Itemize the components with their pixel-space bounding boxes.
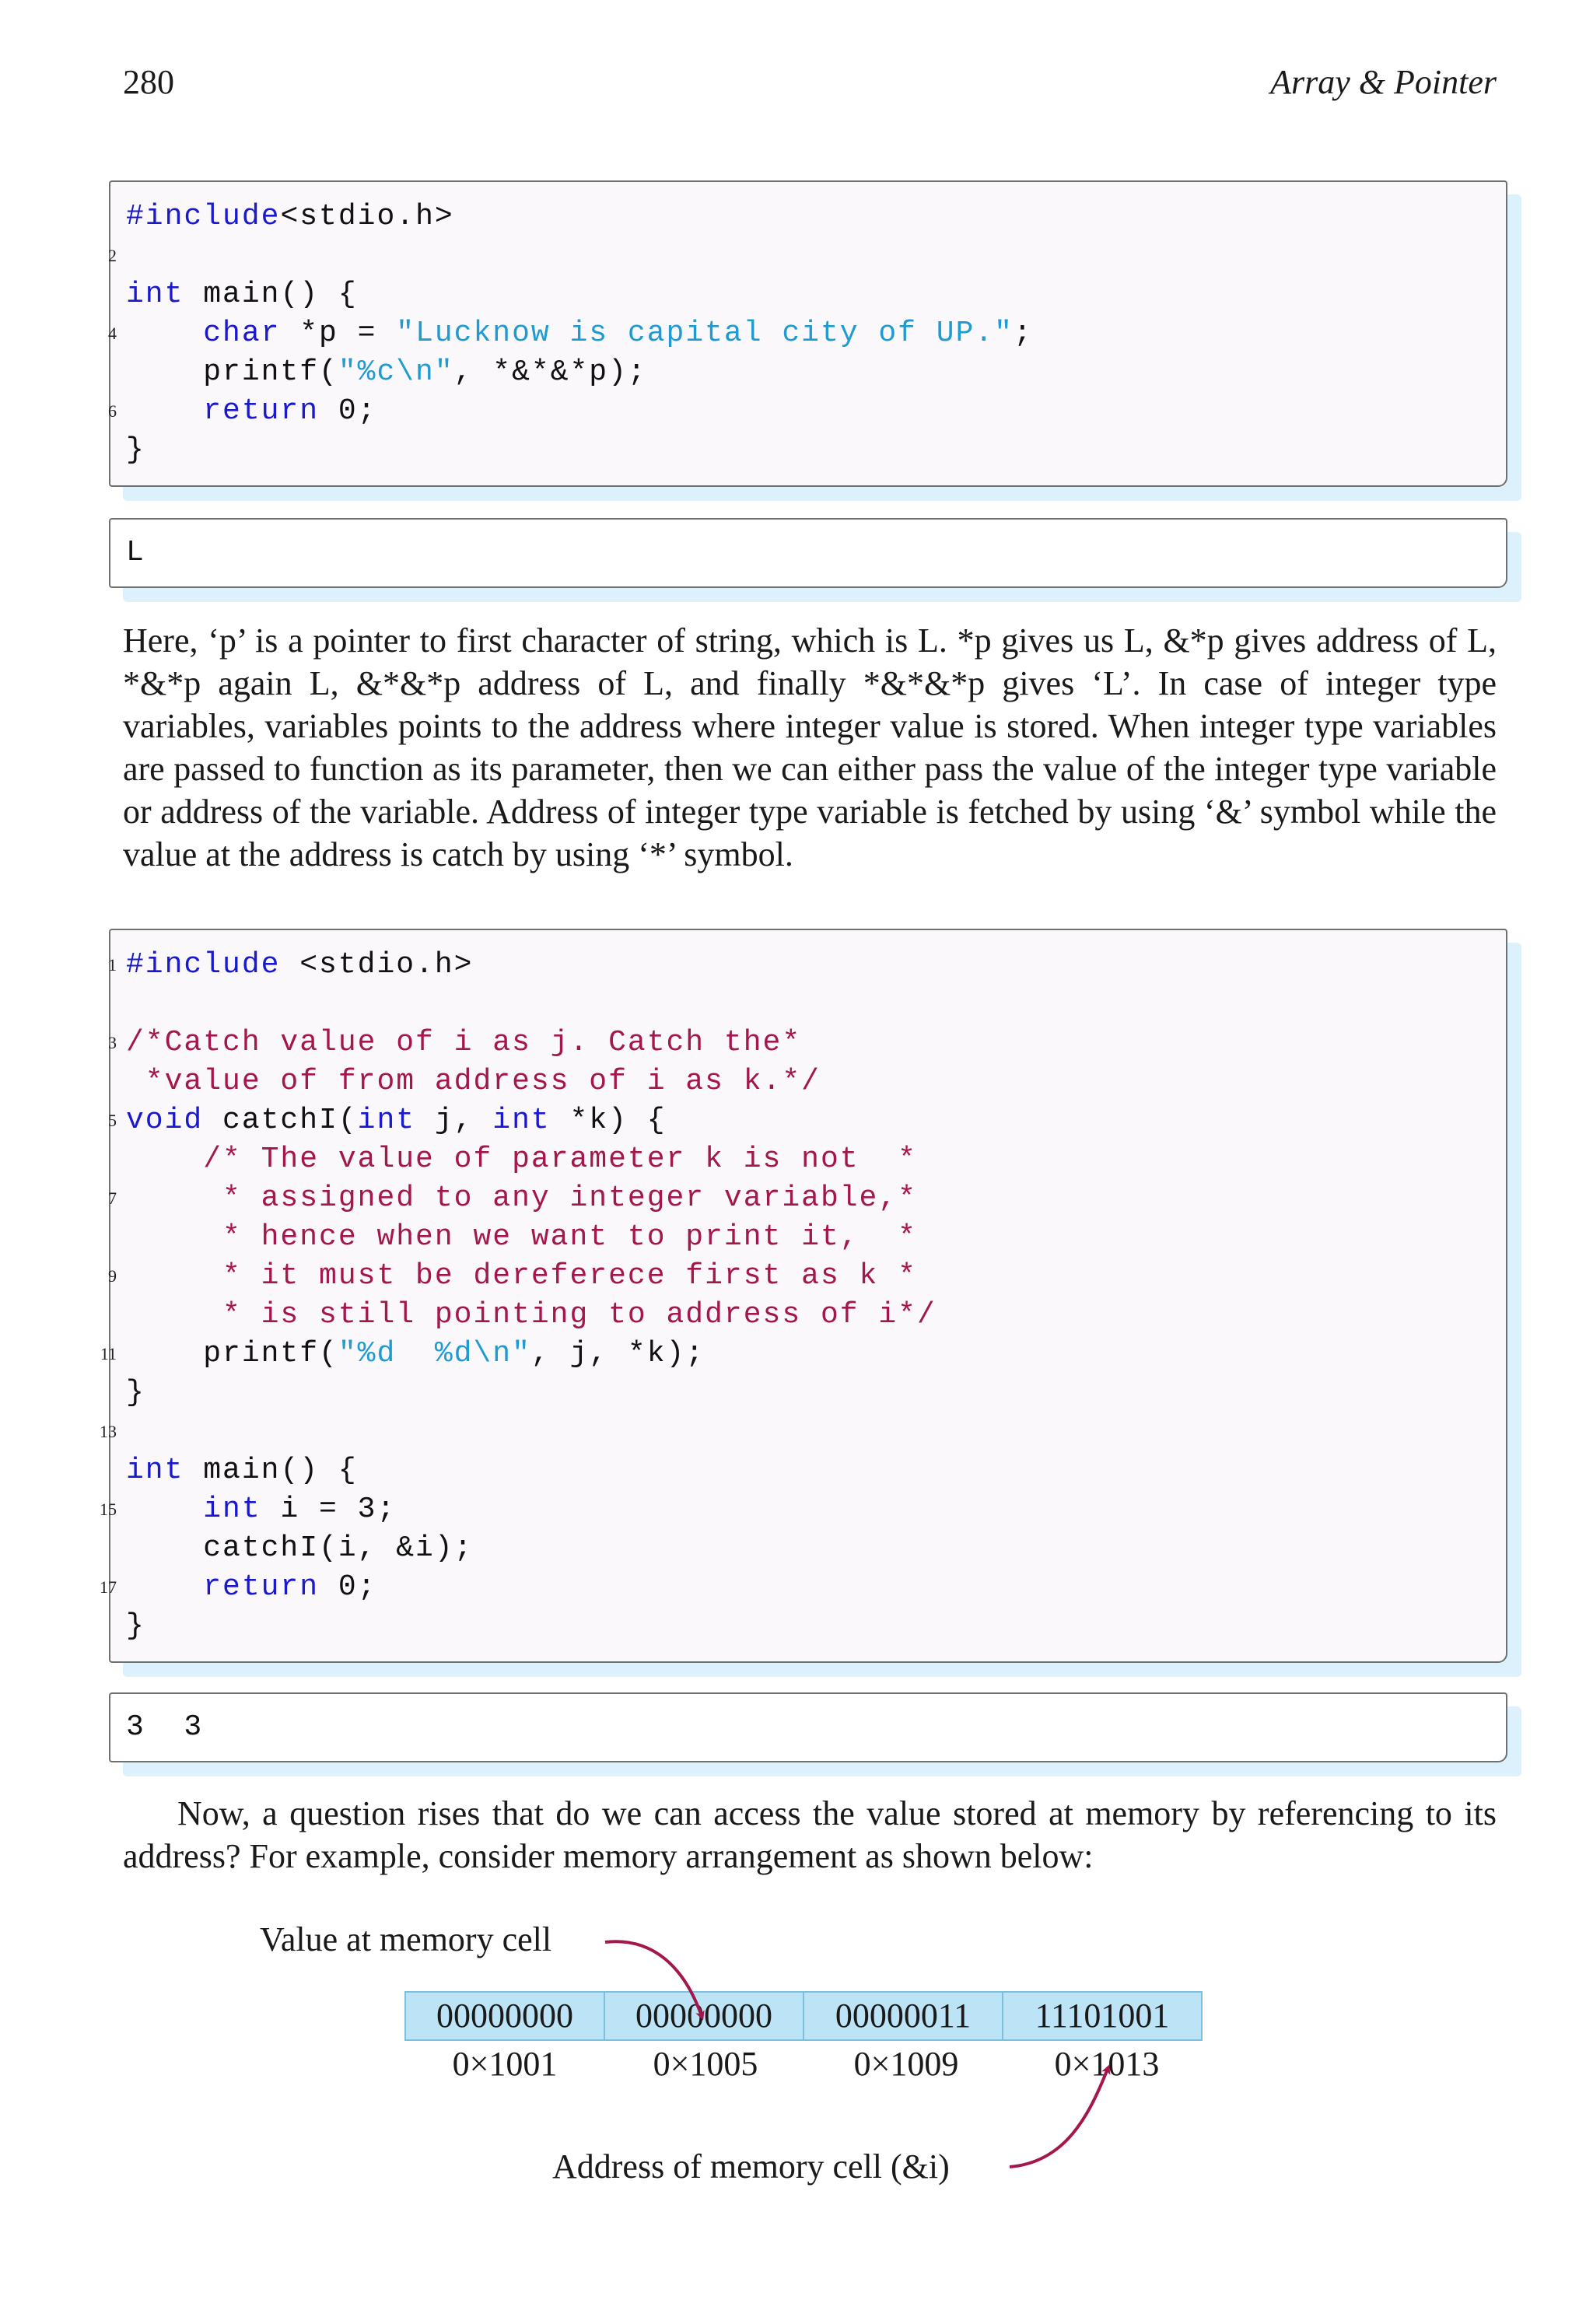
memory-cell: 11101001 [1002, 1991, 1203, 2041]
code-token: int [126, 1454, 184, 1487]
code-token: } [126, 433, 145, 467]
running-title: Array & Pointer [1270, 63, 1497, 101]
paragraph-2-text: Now, a question rises that do we can access the value stored at memory by referencing to its address? For example, consider memory arrangement as shown below: [123, 1794, 1497, 1875]
code-token: <stdio.h> [280, 200, 454, 233]
line-number: 3 [108, 1033, 117, 1052]
line-number: 7 [108, 1188, 117, 1208]
code-token: main() { [184, 278, 358, 311]
code-token: int [492, 1104, 551, 1137]
code-token: *value of from address of i as k.*/ [126, 1065, 821, 1098]
code-token: 0; [319, 394, 377, 428]
output-text-1: L [126, 536, 145, 569]
code-token: printf( [126, 355, 338, 389]
code-token: "%c\n" [338, 355, 454, 389]
code-token: /*Catch value of i as j. Catch the* [126, 1026, 802, 1059]
code-token: <stdio.h> [280, 948, 474, 982]
code-token: * hence when we want to print it, * [203, 1220, 917, 1254]
code-token: * is still pointing to address of i*/ [203, 1298, 937, 1332]
code-token: * assigned to any integer variable,* [203, 1181, 917, 1215]
code-token: i = 3; [261, 1493, 397, 1526]
code-token: #include [126, 948, 281, 982]
line-number: 13 [100, 1422, 117, 1441]
page-number: 280 [123, 63, 174, 101]
line-number: 6 [108, 401, 117, 421]
memory-address: 0×1013 [1054, 2045, 1160, 2083]
memory-cell: 00000000 [404, 1991, 605, 2041]
code-token: ; [1013, 317, 1033, 350]
code-token: "Lucknow is capital city of UP." [396, 317, 1014, 350]
arrow-to-memory-address [1010, 2069, 1108, 2167]
code-token: int [126, 278, 184, 311]
code-token: } [126, 1376, 145, 1409]
code-token: int [357, 1104, 416, 1137]
memory-address: 0×1005 [653, 2045, 758, 2083]
line-number: 5 [108, 1111, 117, 1130]
arrow-to-memory-value [605, 1941, 702, 2016]
code-token: , *&*&*p); [453, 355, 647, 389]
code-token: catchI(i, &i); [126, 1531, 474, 1565]
line-number: 15 [100, 1500, 117, 1519]
code-token: char [203, 317, 281, 350]
code-token: j, [415, 1104, 493, 1137]
code-token: 0; [319, 1570, 377, 1604]
memory-cell: 00000011 [803, 1991, 1003, 2041]
code-token: *k) { [550, 1104, 667, 1137]
code-token: *p = [280, 317, 397, 350]
line-number: 9 [108, 1266, 117, 1286]
code-token: main() { [184, 1454, 358, 1487]
memory-address: 0×1001 [452, 2045, 558, 2083]
line-number: 2 [108, 246, 117, 265]
code-token: /* The value of parameter k is not * [203, 1143, 917, 1176]
line-number: 17 [100, 1577, 117, 1597]
code-token: } [126, 1609, 145, 1643]
memory-address: 0×1009 [853, 2045, 959, 2083]
line-number: 4 [108, 324, 117, 343]
value-at-memory-cell-label: Value at memory cell [260, 1920, 552, 1958]
line-number: 11 [100, 1344, 117, 1363]
code-token: return [203, 1570, 320, 1604]
memory-cell: 00000000 [604, 1991, 804, 2041]
paragraph-1-text: Here, ‘p’ is a pointer to first character of string, which is L. *p gives us L, &*p gives address of L, *&*p again L, &*&*p address of L, and finally *&*&*p gives ‘L’. In case of integer type variables, variables points to the address where integer value is stored. When integer type variables are passed to function as its parameter, then we can either pass the value of the integer type variable or address of the variable. Address of integer type variable is fetched by using ‘&’ symbol while the value at the address is catch by using ‘*’ symbol. [123, 621, 1497, 873]
address-of-memory-cell-label: Address of memory cell (&i) [552, 2147, 950, 2186]
code-token: * it must be dereferece first as k * [203, 1259, 917, 1293]
code-token: int [203, 1493, 261, 1526]
code-token: "%d %d\n" [338, 1337, 531, 1370]
code-token: #include [126, 200, 281, 233]
code-token: printf( [126, 1337, 338, 1370]
code-token: void [126, 1104, 204, 1137]
output-text-2: 3 3 [126, 1710, 204, 1744]
code-token: , j, *k); [530, 1337, 705, 1370]
line-number: 1 [108, 955, 117, 975]
code-token: return [203, 394, 320, 428]
code-token: catchI( [203, 1104, 358, 1137]
